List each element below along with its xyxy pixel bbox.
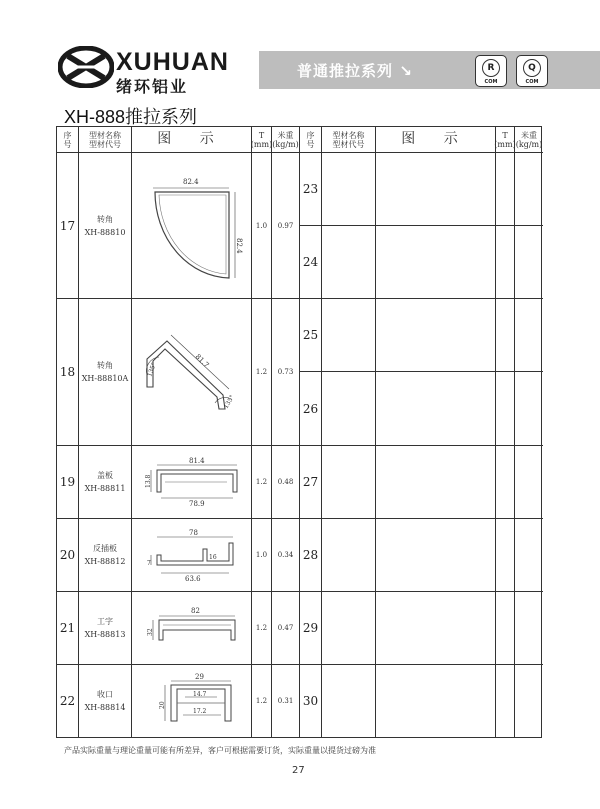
svg-text:20: 20 (158, 701, 166, 709)
reverse-insert-profile-drawing (137, 525, 247, 585)
header-name-right: 型材名称 型材代号 (322, 127, 376, 153)
row-18-thickness: 1.2 (252, 299, 272, 446)
brand-name-cn: 绪环铝业 (116, 77, 189, 96)
xuhuan-logo-icon (58, 46, 114, 88)
row-25-name (322, 299, 376, 372)
footnote: 产品实际重量与理论重量可能有所差异，客户可根据需要订货，实际重量以提货过磅为准 (64, 746, 376, 755)
header-name: 型材名称 型材代号 (79, 127, 132, 153)
row-21-name: 工字 XH-88813 (79, 592, 132, 665)
row-21-thickness: 1.2 (252, 592, 272, 665)
row-30-no: 30 (300, 665, 322, 737)
row-26-figure (376, 372, 496, 446)
row-17-thickness: 1.0 (252, 153, 272, 299)
row-23-thickness (496, 153, 515, 226)
svg-text:81.4: 81.4 (188, 457, 205, 465)
header-seq: 序 号 (57, 127, 79, 153)
row-20-thickness: 1.0 (252, 519, 272, 592)
svg-text:32: 32 (146, 628, 154, 636)
row-28-thickness (496, 519, 515, 592)
svg-text:63.6: 63.6 (184, 575, 201, 583)
row-20-figure (132, 519, 252, 592)
row-26-weight (515, 372, 543, 446)
row-22-thickness: 1.2 (252, 665, 272, 737)
row-26-name (322, 372, 376, 446)
row-30-figure (376, 665, 496, 737)
row-23-name (322, 153, 376, 226)
row-29-name (322, 592, 376, 665)
header-weight-right: 米重 (kg/m) (515, 127, 543, 153)
row-28-no: 28 (300, 519, 322, 592)
angled-corner-profile-drawing (137, 317, 247, 427)
row-20-no: 20 (57, 519, 79, 592)
row-29-no: 29 (300, 592, 322, 665)
svg-text:29: 29 (194, 673, 204, 681)
corner-profile-drawing (137, 166, 247, 286)
header-figure: 图 示 (132, 127, 252, 153)
row-29-thickness (496, 592, 515, 665)
svg-text:78.9: 78.9 (188, 500, 205, 508)
page-number: 27 (292, 765, 305, 776)
svg-text:135°: 135° (145, 361, 158, 378)
row-27-no: 27 (300, 446, 322, 519)
row-19-weight: 0.48 (272, 446, 300, 519)
row-20-name: 反插板 XH-88812 (79, 519, 132, 592)
row-23-weight (515, 153, 543, 226)
row-25-thickness (496, 299, 515, 372)
row-18-no: 18 (57, 299, 79, 446)
row-26-no: 26 (300, 372, 322, 446)
row-19-thickness: 1.2 (252, 446, 272, 519)
banner-title: 普通推拉系列 ↘ (297, 62, 413, 80)
cert-r-badge: R COM (475, 55, 507, 87)
svg-text:82: 82 (190, 607, 200, 615)
row-22-figure (132, 665, 252, 737)
row-19-no: 19 (57, 446, 79, 519)
row-17-name: 转角 XH-88810 (79, 153, 132, 299)
row-29-weight (515, 592, 543, 665)
row-17-weight: 0.97 (272, 153, 300, 299)
row-19-name: 盖板 XH-88811 (79, 446, 132, 519)
svg-text:16: 16 (208, 554, 217, 561)
row-24-name (322, 226, 376, 299)
row-27-weight (515, 446, 543, 519)
row-30-thickness (496, 665, 515, 737)
i-beam-profile-drawing (137, 598, 247, 658)
row-27-thickness (496, 446, 515, 519)
svg-text:14.7: 14.7 (192, 691, 206, 698)
row-27-name (322, 446, 376, 519)
row-18-weight: 0.73 (272, 299, 300, 446)
row-20-weight: 0.34 (272, 519, 300, 592)
header-seq-right: 序 号 (300, 127, 322, 153)
row-28-weight (515, 519, 543, 592)
cert-q-badge: Q COM (516, 55, 548, 87)
row-30-weight (515, 665, 543, 737)
row-24-figure (376, 226, 496, 299)
row-18-figure (132, 299, 252, 446)
profile-table (56, 126, 542, 738)
row-22-weight: 0.31 (272, 665, 300, 737)
row-24-no: 24 (300, 226, 322, 299)
svg-text:13.8: 13.8 (144, 474, 152, 488)
header-thickness: T (mm) (252, 127, 272, 153)
brand-name-en: XUHUAN (116, 48, 229, 76)
cover-plate-profile-drawing (137, 452, 247, 512)
row-28-name (322, 519, 376, 592)
row-21-weight: 0.47 (272, 592, 300, 665)
row-21-no: 21 (57, 592, 79, 665)
svg-text:17.2: 17.2 (192, 708, 206, 715)
row-25-figure (376, 299, 496, 372)
row-25-no: 25 (300, 299, 322, 372)
row-29-figure (376, 592, 496, 665)
series-title: XH-888推拉系列 (64, 107, 198, 127)
closing-profile-drawing (137, 669, 247, 733)
series-banner (259, 51, 600, 89)
header-thickness-right: T (mm) (496, 127, 515, 153)
row-19-figure (132, 446, 252, 519)
row-23-no: 23 (300, 153, 322, 226)
row-26-thickness (496, 372, 515, 446)
svg-text:7: 7 (146, 560, 151, 567)
svg-text:82.4: 82.4 (182, 177, 199, 186)
row-28-figure (376, 519, 496, 592)
row-23-figure (376, 153, 496, 226)
header-weight: 米重 (kg/m) (272, 127, 300, 153)
row-25-weight (515, 299, 543, 372)
row-21-figure (132, 592, 252, 665)
svg-text:82.4: 82.4 (234, 237, 243, 254)
row-24-thickness (496, 226, 515, 299)
row-17-no: 17 (57, 153, 79, 299)
row-17-figure (132, 153, 252, 299)
row-30-name (322, 665, 376, 737)
header-figure-right: 图 示 (376, 127, 496, 153)
svg-text:78: 78 (188, 529, 198, 537)
row-18-name: 转角 XH-88810A (79, 299, 132, 446)
page-header (0, 40, 600, 98)
svg-text:135°: 135° (222, 393, 236, 410)
svg-text:81.7: 81.7 (193, 352, 210, 370)
row-22-name: 收口 XH-88814 (79, 665, 132, 737)
row-27-figure (376, 446, 496, 519)
row-24-weight (515, 226, 543, 299)
row-22-no: 22 (57, 665, 79, 737)
